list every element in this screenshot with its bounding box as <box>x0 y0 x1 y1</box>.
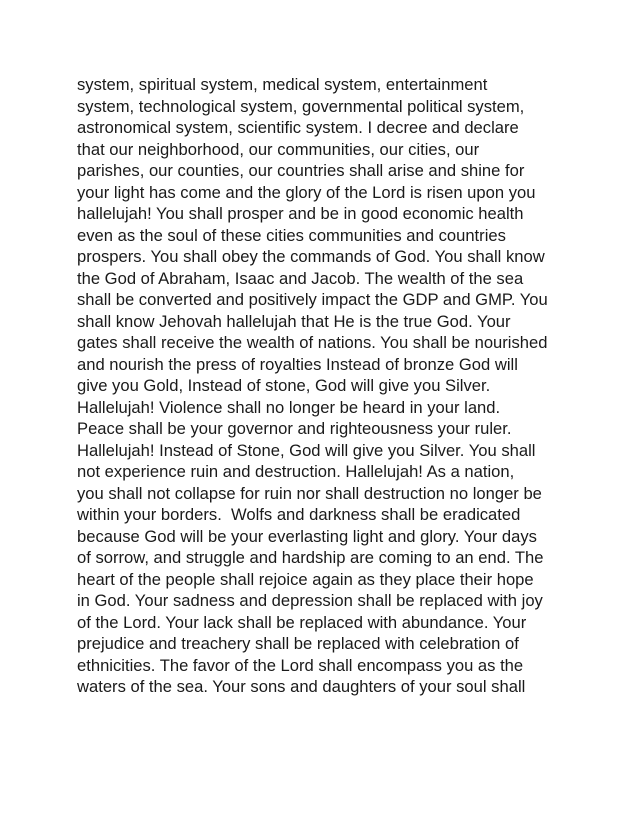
text-line: your light has come and the glory of the Lord is risen upon you <box>77 182 536 202</box>
text-line: because God will be your everlasting light and glory. Your days <box>77 526 537 546</box>
text-line: prospers. You shall obey the commands of God. You shall know <box>77 247 545 266</box>
text-line: Hallelujah! Violence shall no longer be heard in your land. <box>77 397 501 417</box>
text-line: even as the soul of these cities communities and countries <box>77 225 506 245</box>
text-line: waters of the sea. Your sons and daughters of your soul shall <box>77 677 526 696</box>
text-line: shall be converted and positively impact the GDP and GMP. You <box>77 290 548 309</box>
text-line: heart of the people shall rejoice again as they place their hope <box>77 569 534 589</box>
text-line: gates shall receive the wealth of nations. You shall be nourished <box>77 333 548 352</box>
text-line: that our neighborhood, our communities, our cities, our <box>77 139 480 159</box>
text-line: system, technological system, governmental political system, <box>77 96 525 116</box>
text-line: give you Gold, Instead of stone, God will give you Silver. <box>77 376 491 395</box>
text-line: of sorrow, and struggle and hardship are coming to an end. The <box>77 548 544 567</box>
text-line: hallelujah! You shall prosper and be in good economic health <box>77 204 524 223</box>
text-line: parishes, our counties, our countries shall arise and shine for <box>77 161 525 180</box>
body-text <box>77 74 577 698</box>
text-line: Hallelujah! Instead of Stone, God will give you Silver. You shall <box>77 440 536 460</box>
text-line: and nourish the press of royalties Instead of bronze God will <box>77 354 518 374</box>
text-line: not experience ruin and destruction. Hallelujah! As a nation, <box>77 462 515 481</box>
text-line: system, spiritual system, medical system, entertainment <box>77 75 488 94</box>
text-line: ethnicities. The favor of the Lord shall encompass you as the <box>77 655 524 675</box>
text-line: prejudice and treachery shall be replaced with celebration of <box>77 634 519 653</box>
text-line: shall know Jehovah hallelujah that He is the true God. Your <box>77 311 511 331</box>
text-line: in God. Your sadness and depression shall be replaced with joy <box>77 591 543 610</box>
text-line: the God of Abraham, Isaac and Jacob. The wealth of the sea <box>77 268 524 288</box>
text-line: you shall not collapse for ruin nor shall destruction no longer be <box>77 483 542 503</box>
text-line: astronomical system, scientific system. I decree and declare <box>77 118 519 137</box>
text-line: within your borders. Wolfs and darkness shall be eradicated <box>77 505 521 524</box>
text-line: Peace shall be your governor and righteousness your ruler. <box>77 419 512 438</box>
text-line: of the Lord. Your lack shall be replaced with abundance. Your <box>77 612 527 632</box>
